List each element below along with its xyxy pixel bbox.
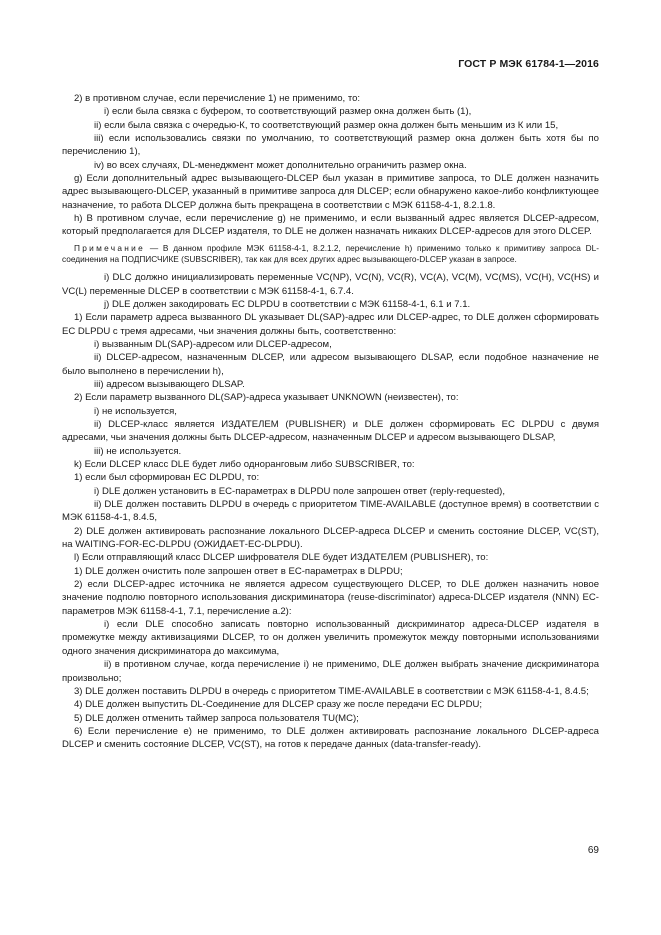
paragraph: 4) DLE должен выпустить DL-Соединение для DLCEP сразу же после передачи EC DLPDU; — [74, 699, 483, 711]
paragraph: i) DLC должно инициализировать переменные VC(NP), VC(N), VC(R), VC(A), VC(M), VC(MS), VC(H), VC(HS) и VC(L) переменные DLCEP в соответствии с МЭК 61158-4-1, 6.7.4. — [62, 272, 599, 297]
paragraph: ii) DLCEP-адресом, назначенным DLCEP, или адресом вызывающего DLSAP, если подобное назначение не было выполнено в перечислении h), — [62, 352, 599, 377]
paragraph: 6) Если перечисление e) не применимо, то DLE должен активировать распознание локального DLCEP-адреса DLCEP и сменить состояние DLCEP, VC(ST), на готов к передаче данных (data-transfer-ready). — [62, 725, 599, 751]
paragraph: i) DLE должен установить в EC-параметрах в DLPDU поле запрошен ответ (reply-requested), — [94, 485, 505, 497]
paragraph: j) DLE должен закодировать EC DLPDU в соответствии с МЭК 61158-4-1, 6.1 и 7.1. — [104, 298, 471, 310]
paragraph: 3) DLE должен поставить DLPDU в очередь с приоритетом TIME-AVAILABLE в соответствии с МЭК 61158-4-1, 8.4.5; — [74, 685, 589, 697]
paragraph: 2) если DLCEP-адрес источника не является адресом существующего DLCEP, то DLE должен назначить новое значение подполю повторного использования дискриминатора (reuse-discriminator) адреса-DLCEP издателя (NNN) EC-параметров МЭК 61158-4-1, 7.1, перечисление a.2): — [62, 579, 599, 617]
paragraph: ii) DLCEP-класс является ИЗДАТЕЛЕМ (PUBLISHER) и DLE должен сформировать EC DLPDU с двумя адресами, чьи значения должны быть DLCEP-адресом, назначенным DLCEP и адресом вызывающего DLSAP, — [62, 418, 599, 444]
paragraph: i) вызванным DL(SAP)-адресом или DLCEP-адресом, — [94, 338, 332, 350]
paragraph: k) Если DLCEP класс DLE будет либо одноранговым либо SUBSCRIBER, то: — [74, 459, 415, 470]
paragraph: iv) во всех случаях, DL-менеджмент может дополнительно ограничить размер окна. — [94, 159, 467, 171]
paragraph: iii) если использовались связки по умолчанию, то соответствующий размер окна должен быть хотя бы по перечислению 1), — [62, 133, 599, 158]
paragraph: i) не используется, — [94, 405, 177, 417]
paragraph: g) Если дополнительный адрес вызывающего-DLCEP был указан в примитиве запроса, то DLE должен назначить адрес вызывающего-DLCEP, указанный в примитиве запроса для DLCEP; если обнаружено какое-либо конфликтующее назначение, то работа DLCEP должна быть прекращена в соответствии с МЭК 61158-4-1, 8.2.1.8. — [62, 173, 599, 211]
paragraph: l) Если отправляющий класс DLCEP шифрователя DLE будет ИЗДАТЕЛЕМ (PUBLISHER), то: — [74, 552, 489, 564]
note-text: — В данном профиле МЭК 61158-4-1, 8.2.1.2, перечисление h) применимо только к примитиву запроса DL-соединения на ПОДПИСЧИКЕ (SUBSCRIBER), так как для всех других адрес вызывающего-DLCEP указан в запросе. — [62, 242, 599, 265]
paragraph: 1) Если параметр адреса вызванного DL указывает DL(SAP)-адрес или DLCEP-адрес, то DLE должен сформировать EC DLPDU с тремя адресами, чьи значения должны быть, соответственно: — [62, 312, 599, 337]
paragraph: ii) если была связка с очередью-К, то соответствующий размер окна должен быть меньшим из К или 15, — [94, 119, 559, 131]
paragraph: 2) в противном случае, если перечисление 1) не применимо, то: — [74, 93, 361, 104]
paragraph: ii) DLE должен поставить DLPDU в очередь с приоритетом TIME-AVAILABLE (доступное время) в соответствии с МЭК 61158-4-1, 8.4.5, — [62, 499, 599, 524]
paragraph: 2) DLE должен активировать распознание локального DLCEP-адреса DLCEP и сменить состояние DLCEP, VC(ST), на WAITING-FOR-EC-DLPDU (ОЖИДАЕТ-EC-DLPDU). — [62, 525, 599, 551]
paragraph: 1) DLE должен очистить поле запрошен ответ в EC-параметрах в DLPDU; — [74, 565, 403, 577]
paragraph: 2) Если параметр вызванного DL(SAP)-адреса указывает UNKNOWN (неизвестен), то: — [74, 392, 459, 404]
paragraph: 5) DLE должен отменить таймер запроса пользователя TU(MC); — [74, 712, 359, 724]
note — [62, 243, 599, 266]
paragraph: iii) не используется. — [94, 445, 182, 457]
paragraph: 1) если был сформирован EC DLPDU, то: — [74, 472, 260, 484]
paragraph: i) если DLE способно записать повторно использованный дискриминатор адреса-DLCEP издателя в промежутке между активизациями DLCEP, то он должен увеличить промежуток между повторными использованиями одного значения дискриминатора до максимума, — [62, 619, 599, 657]
note-label: Примечание — [74, 242, 146, 253]
paragraph: i) если была связка с буфером, то соответствующий размер окна должен быть (1), — [104, 106, 472, 118]
paragraph: h) В противном случае, если перечисление g) не применимо, и если вызванный адрес является DLCEP-адресом, который предполагается для DLCEP издателя, то DLE не должен назначать никаких DLCEP-адресов для этого DLCEP. — [62, 213, 599, 238]
document-body — [62, 92, 599, 752]
paragraph: ii) в противном случае, когда перечисление i) не применимо, DLE должен выбрать значение дискриминатора произвольно; — [62, 659, 599, 684]
document-header: ГОСТ Р МЭК 61784-1—2016 — [458, 58, 599, 70]
paragraph: iii) адресом вызывающего DLSAP. — [94, 378, 245, 390]
page-number: 69 — [587, 845, 599, 856]
